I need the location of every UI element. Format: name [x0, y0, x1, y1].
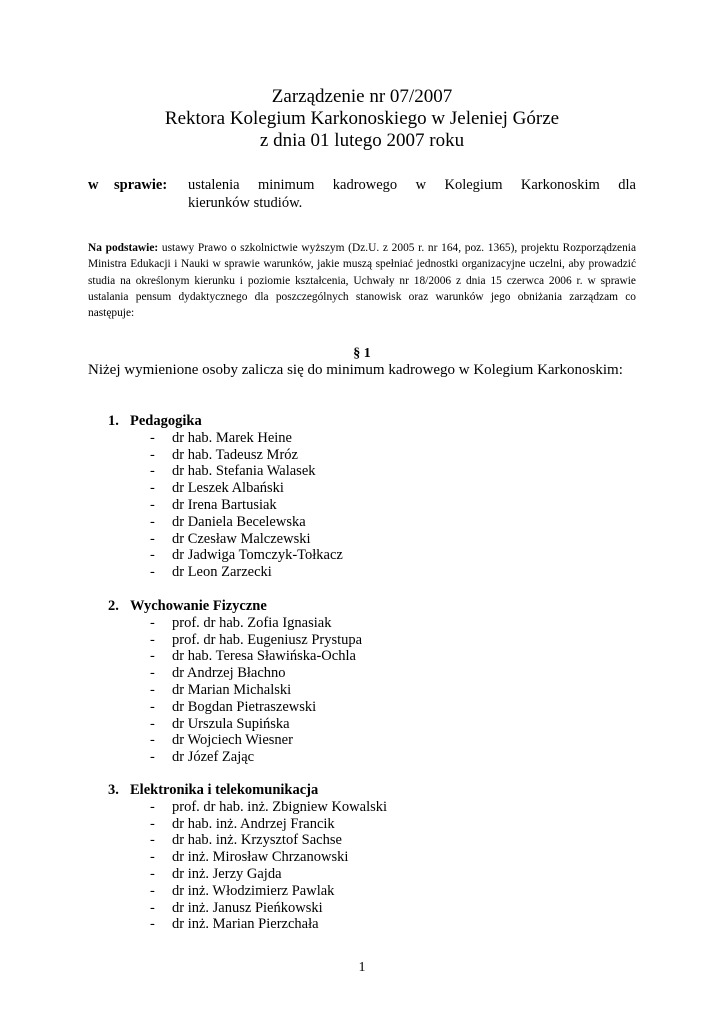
bullet-dash: -	[150, 698, 155, 715]
paragraph-sign: § 1	[353, 346, 371, 361]
bullet-dash: -	[150, 732, 155, 749]
person-name: dr Andrzej Błachno	[172, 665, 286, 682]
list-item	[108, 866, 387, 883]
list-item	[108, 816, 387, 833]
person-name: dr Daniela Becelewska	[172, 513, 306, 530]
section-title: Wychowanie Fizyczne	[130, 598, 267, 614]
section-heading	[108, 782, 387, 799]
bullet-dash: -	[150, 849, 155, 866]
list-item	[108, 832, 387, 849]
person-name: dr inż. Jerzy Gajda	[172, 865, 282, 882]
bullet-dash: -	[150, 815, 155, 832]
bullet-dash: -	[150, 798, 155, 815]
person-name: dr Leon Zarzecki	[172, 564, 272, 581]
person-name: dr Czesław Malczewski	[172, 530, 311, 547]
subject-word: ustalenia	[188, 177, 240, 193]
bullet-dash: -	[150, 749, 155, 766]
bullet-dash: -	[150, 513, 155, 530]
list-item	[108, 916, 387, 933]
list-item	[108, 463, 343, 480]
person-name: dr hab. inż. Krzysztof Sachse	[172, 832, 342, 849]
person-name: dr Jadwiga Tomczyk-Tołkacz	[172, 547, 343, 564]
subject-block	[88, 176, 636, 212]
list-item	[108, 849, 387, 866]
list-item	[108, 615, 362, 632]
bullet-dash: -	[150, 496, 155, 513]
person-name: prof. dr hab. inż. Zbigniew Kowalski	[172, 798, 388, 815]
person-name: dr inż. Włodzimierz Pawlak	[172, 882, 335, 899]
list-item	[108, 648, 362, 665]
bullet-dash: -	[150, 681, 155, 698]
subject-word: dla	[618, 177, 636, 193]
section-heading	[108, 413, 343, 430]
person-name: dr hab. Teresa Sławińska-Ochla	[172, 648, 356, 665]
person-name: dr Wojciech Wiesner	[172, 732, 293, 749]
subject-label-sprawie: sprawie:	[114, 177, 168, 193]
person-name: dr hab. Marek Heine	[172, 429, 292, 446]
list-item	[108, 900, 387, 917]
subject-line-1	[188, 176, 636, 194]
list-item	[108, 749, 362, 766]
list-item	[108, 564, 343, 581]
legal-basis	[88, 240, 636, 321]
page-number: 1	[358, 960, 366, 975]
bullet-dash: -	[150, 429, 155, 446]
subject-text	[188, 176, 636, 212]
section-number: 3.	[108, 782, 119, 798]
bullet-dash: -	[150, 547, 155, 564]
section-elektronika	[108, 782, 387, 933]
section-wychowanie-fizyczne	[108, 598, 362, 766]
document-title	[0, 86, 724, 152]
title-line-1: Zarządzenie nr 07/2007	[271, 86, 453, 107]
section-title: Pedagogika	[130, 413, 202, 429]
subject-word: minimum	[257, 177, 315, 193]
people-list	[108, 799, 387, 933]
section-number: 2.	[108, 598, 119, 614]
list-item	[108, 732, 362, 749]
list-item	[108, 883, 387, 900]
bullet-dash: -	[150, 564, 155, 581]
list-item	[108, 514, 343, 531]
person-name: dr hab. Stefania Walasek	[172, 463, 316, 480]
list-item	[108, 632, 362, 649]
bullet-dash: -	[150, 865, 155, 882]
title-line-3: z dnia 01 lutego 2007 roku	[259, 130, 465, 151]
person-name: dr inż. Janusz Pieńkowski	[172, 899, 323, 916]
bullet-dash: -	[150, 530, 155, 547]
person-name: dr Józef Zając	[172, 749, 255, 766]
bullet-dash: -	[150, 463, 155, 480]
legal-basis-text: ustawy Prawo o szkolnictwie wyższym (Dz.U. z 2005 r. nr 164, poz. 1365), projektu Rozporządzenia Ministra Edukacji i Nauki w sprawie warunków, jakie muszą spełniać jednostki organizacyjne uczelni, aby prowadzić studia na określonym kierunku i poziomie kształcenia, Uchwały nr 18/2006 z dnia 15 czerwca 2006 r. w sprawie ustalania pensum dydaktycznego dla poszczególnych stanowisk oraz warunków jego obniżania zarządzam co następuje:	[88, 242, 636, 320]
bullet-dash: -	[150, 832, 155, 849]
bullet-dash: -	[150, 665, 155, 682]
list-item	[108, 497, 343, 514]
subject-label-w: w	[88, 177, 99, 193]
subject-line-2: kierunków studiów.	[188, 195, 303, 211]
list-item	[108, 665, 362, 682]
subject-label	[88, 176, 167, 194]
list-item	[108, 699, 362, 716]
person-name: dr inż. Mirosław Chrzanowski	[172, 849, 349, 866]
list-item	[108, 480, 343, 497]
person-name: dr Irena Bartusiak	[172, 496, 277, 513]
bullet-dash: -	[150, 916, 155, 933]
person-name: prof. dr hab. Zofia Ignasiak	[172, 614, 332, 631]
bullet-dash: -	[150, 631, 155, 648]
bullet-dash: -	[150, 899, 155, 916]
legal-basis-label: Na podstawie:	[88, 242, 159, 254]
list-item	[108, 430, 343, 447]
bullet-dash: -	[150, 480, 155, 497]
bullet-dash: -	[150, 446, 155, 463]
person-name: prof. dr hab. Eugeniusz Prystupa	[172, 631, 363, 648]
bullet-dash: -	[150, 648, 155, 665]
people-list	[108, 615, 362, 766]
person-name: dr Marian Michalski	[172, 681, 292, 698]
section-title: Elektronika i telekomunikacja	[130, 782, 319, 798]
title-line-2: Rektora Kolegium Karkonoskiego w Jeleniej Górze	[164, 108, 560, 129]
person-name: dr Bogdan Pietraszewski	[172, 698, 317, 715]
list-item	[108, 682, 362, 699]
person-name: dr hab. Tadeusz Mróz	[172, 446, 298, 463]
subject-word: Kolegium	[444, 177, 503, 193]
list-item	[108, 531, 343, 548]
people-list	[108, 430, 343, 581]
subject-word: w	[415, 177, 427, 193]
list-item	[108, 716, 362, 733]
bullet-dash: -	[150, 882, 155, 899]
section-pedagogika	[108, 413, 343, 581]
paragraph-intro: Niżej wymienione osoby zalicza się do minimum kadrowego w Kolegium Karkonoskim:	[88, 362, 623, 378]
person-name: dr Urszula Supińska	[172, 715, 290, 732]
list-item	[108, 547, 343, 564]
bullet-dash: -	[150, 614, 155, 631]
person-name: dr hab. inż. Andrzej Francik	[172, 815, 335, 832]
section-heading	[108, 598, 362, 615]
bullet-dash: -	[150, 715, 155, 732]
subject-word: kadrowego	[332, 177, 398, 193]
person-name: dr Leszek Albański	[172, 480, 284, 497]
list-item	[108, 799, 387, 816]
person-name: dr inż. Marian Pierzchała	[172, 916, 319, 933]
list-item	[108, 447, 343, 464]
section-number: 1.	[108, 413, 119, 429]
subject-word: Karkonoskim	[520, 177, 600, 193]
